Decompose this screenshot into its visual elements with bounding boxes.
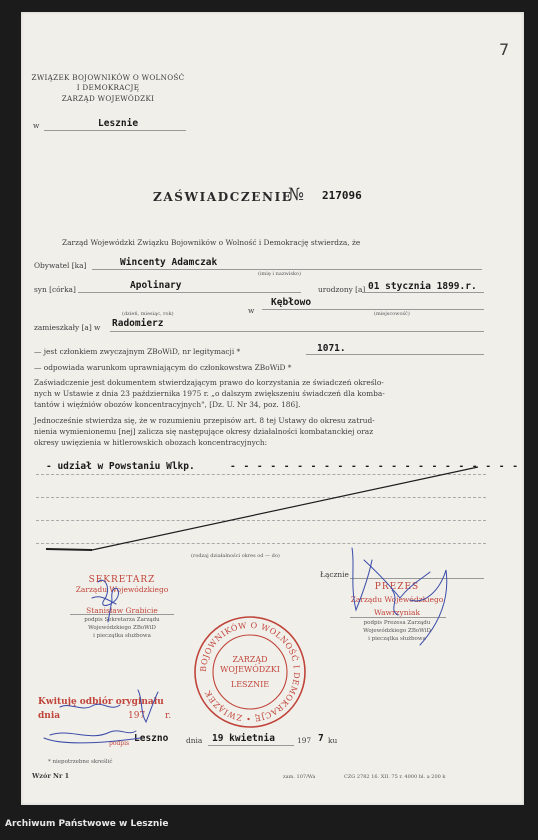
activity-dashes: - - - - - - - - - - - - - - - - - - - - - - — [230, 461, 519, 472]
org-line-2: I DEMOKRACJĘ — [76, 83, 140, 92]
stamp-center-2: WOJEWÓDZKI — [220, 665, 280, 674]
org-city: Lesznie — [98, 118, 139, 129]
citizen-label: Obywatel [ka] — [34, 261, 87, 270]
secretary-caption-3: i pieczątka służbowa — [93, 633, 151, 639]
period-caption: (rodzaj działalności okres od — do) — [191, 553, 280, 559]
son-label: syn [córka] — [34, 285, 76, 294]
president-caption-2: Wojewódzkiego ZBoWiD — [363, 628, 431, 634]
org-line-3: ZARZĄD WOJEWÓDZKI — [61, 94, 155, 103]
president-caption-3: i pieczątka służbowa — [368, 636, 426, 642]
birth-place-caption: (miejscowość) — [374, 311, 410, 317]
meets-text: — odpowiada warunkom uprawniającym do członkowstwa ZBoWiD * — [34, 363, 292, 372]
residence-label: zamieszkały [a] w — [34, 323, 101, 332]
citizen-caption: (imię i nazwisko) — [258, 271, 301, 277]
stamp-ring-text: BOJOWNIKÓW O WOLNOŚĆ I DEMOKRACJĘ • ZWIĄZEK — [198, 620, 302, 724]
para2-line3: okresy uwięzienia w hitlerowskich obozach koncentracyjnych: — [34, 438, 268, 447]
org-prefix-w: w — [33, 121, 40, 130]
president-name: Wawrzyniak — [374, 608, 420, 617]
archive-name: Archiwum Państwowe w Lesznie — [5, 819, 169, 829]
para2-line1: Jednocześnie stwierdza się, że w rozumieniu przepisów art. 8 tej Ustawy do okresu zatrud- — [34, 416, 375, 425]
citizen-name: Wincenty Adamczak — [120, 257, 218, 268]
secretary-title: SEKRETARZ — [88, 575, 156, 585]
para1-line2: nych w Ustawie z dnia 23 października 1975 r. „o dalszym zwiększeniu świadczeń dla komba- — [34, 389, 385, 398]
activity-text: - udział w Powstaniu Wlkp. — [46, 461, 195, 472]
father-name: Apolinary — [130, 280, 182, 291]
secretary-stamp-line: Zarządu Wojewódzkiego — [75, 585, 169, 594]
footnote: * niepotrzebne skreślić — [48, 759, 113, 765]
member-text: — jest członkiem zwyczajnym ZBoWiD, nr legitymacji * — [34, 347, 241, 356]
dateline-year-digit: 7 — [318, 733, 324, 744]
birth-date-caption: (dzień, miesiąc, rok) — [122, 311, 174, 317]
secretary-caption-2: Wojewódzkiego ZBoWiD — [88, 625, 156, 631]
president-title: PREZES — [374, 582, 420, 592]
intro-text: Zarząd Wojewódzki Związku Bojowników o Wolność i Demokrację stwierdza, że — [62, 238, 361, 247]
para1-line1: Zaświadczenie jest dokumentem stwierdzającym prawo do korzystania ze świadczeń określo- — [34, 378, 384, 387]
dateline-date: 19 kwietnia — [212, 733, 275, 744]
receipt-line-1: Kwituję odbiór oryginału — [38, 697, 164, 707]
president-stamp-line: Zarządu Wojewódzkiego — [350, 595, 444, 604]
para2-line2: nienia wymienionemu [nej] zalicza się następujące okresy działalności kombatanckiej oraz — [34, 427, 374, 436]
receipt-day-label: dnia — [38, 711, 61, 721]
dateline-city: Leszno — [134, 733, 169, 744]
print-ref-1: zam. 107/Wa — [283, 774, 316, 780]
page-number: 7 — [499, 40, 510, 59]
para1-line3: tantów i więźniów obozów koncentracyjnych", [Dz. U. Nr 34, poz. 186]. — [34, 400, 301, 409]
birth-place: Kębłowo — [271, 297, 312, 308]
president-caption-1: podpis Prezesa Zarządu — [363, 620, 431, 626]
receipt-sign-label: podpis — [109, 740, 130, 747]
total-label: Łącznie — [320, 570, 349, 579]
dateline-dnia: dnia — [186, 736, 203, 745]
secretary-name: Stanisław Grabicie — [86, 606, 158, 615]
residence: Radomierz — [112, 318, 164, 329]
print-ref-2: CZG 2782 16. XII. 75 r. 4000 bl. a 200 k — [344, 774, 446, 780]
birth-date: 01 stycznia 1899.r. — [368, 281, 477, 292]
form-label: Wzór Nr 1 — [32, 772, 70, 780]
secretary-caption-1: podpis Sekretarza Zarządu — [84, 617, 160, 623]
dateline-suffix: ku — [328, 736, 338, 745]
number-symbol: № — [288, 185, 305, 205]
stamp-center-3: LESZNIE — [230, 680, 270, 689]
dateline-year: 197 — [297, 736, 312, 745]
stamp-center-1: ZARZĄD — [232, 655, 268, 664]
org-line-1: ZWIĄZEK BOJOWNIKÓW O WOLNOŚĆ — [31, 73, 185, 82]
born-label: urodzony [a] — [318, 285, 366, 294]
receipt-year-suffix: r. — [165, 711, 172, 721]
receipt-year: 197 — [128, 711, 146, 721]
certificate-title: ZAŚWIADCZENIE — [153, 190, 293, 204]
certificate-number: 217096 — [322, 189, 362, 202]
birth-place-w: w — [248, 306, 255, 315]
member-number: 1071. — [317, 343, 346, 354]
